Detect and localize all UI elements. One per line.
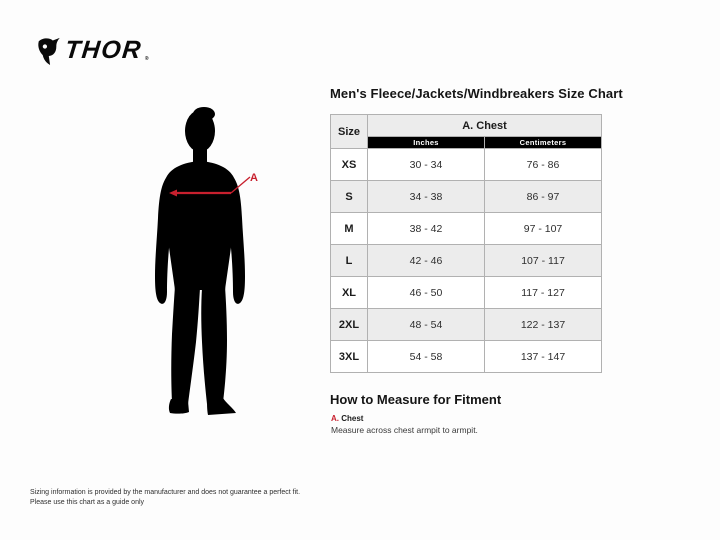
size-value: 3XL <box>331 341 368 373</box>
size-value: S <box>331 181 368 213</box>
disclaimer-line-2: Please use this chart as a guide only <box>30 498 145 506</box>
centimeters-value: 97 - 107 <box>485 213 602 245</box>
inches-value: 48 - 54 <box>368 309 485 341</box>
centimeters-value: 107 - 117 <box>485 245 602 277</box>
inches-value: 42 - 46 <box>368 245 485 277</box>
brand-logo <box>36 36 149 65</box>
size-chart-table <box>330 114 602 373</box>
size-value: M <box>331 213 368 245</box>
size-value: 2XL <box>331 309 368 341</box>
size-value: XL <box>331 277 368 309</box>
howto-heading: How to Measure for Fitment <box>330 392 502 407</box>
centimeters-value: 86 - 97 <box>485 181 602 213</box>
table-row-s <box>331 181 602 213</box>
measure-item-label: Chest <box>341 414 364 423</box>
column-header-size: Size <box>331 115 368 149</box>
column-header-centimeters: Centimeters <box>485 137 602 149</box>
measure-item-chest <box>331 414 363 423</box>
column-header-inches: Inches <box>368 137 485 149</box>
disclaimer-line-1: Sizing information is provided by the manufacturer and does not guarantee a perfect fit. <box>30 489 301 496</box>
table-row-xs <box>331 149 602 181</box>
centimeters-value: 137 - 147 <box>485 341 602 373</box>
male-silhouette <box>155 107 245 415</box>
inches-value: 34 - 38 <box>368 181 485 213</box>
size-value: XS <box>331 149 368 181</box>
inches-value: 54 - 58 <box>368 341 485 373</box>
table-row-l <box>331 245 602 277</box>
centimeters-value: 76 - 86 <box>485 149 602 181</box>
thor-helmet-icon <box>36 37 62 65</box>
table-row-m <box>331 213 602 245</box>
column-header-chest-group: A. Chest <box>368 115 602 137</box>
measure-item-description: Measure across chest armpit to armpit. <box>331 425 478 435</box>
male-silhouette-figure <box>145 90 265 425</box>
table-row-2xl <box>331 309 602 341</box>
centimeters-value: 122 - 137 <box>485 309 602 341</box>
brand-wordmark: THOR <box>63 36 144 64</box>
size-value: L <box>331 245 368 277</box>
inches-value: 30 - 34 <box>368 149 485 181</box>
inches-value: 38 - 42 <box>368 213 485 245</box>
size-chart-title: Men's Fleece/Jackets/Windbreakers Size Chart <box>330 86 623 101</box>
table-row-xl <box>331 277 602 309</box>
registered-trademark: ® <box>144 56 149 62</box>
centimeters-value: 117 - 127 <box>485 277 602 309</box>
sizing-disclaimer <box>30 488 300 507</box>
table-row-3xl <box>331 341 602 373</box>
marker-label-a: A <box>250 172 258 184</box>
measure-item-key: A. <box>331 414 339 423</box>
inches-value: 46 - 50 <box>368 277 485 309</box>
